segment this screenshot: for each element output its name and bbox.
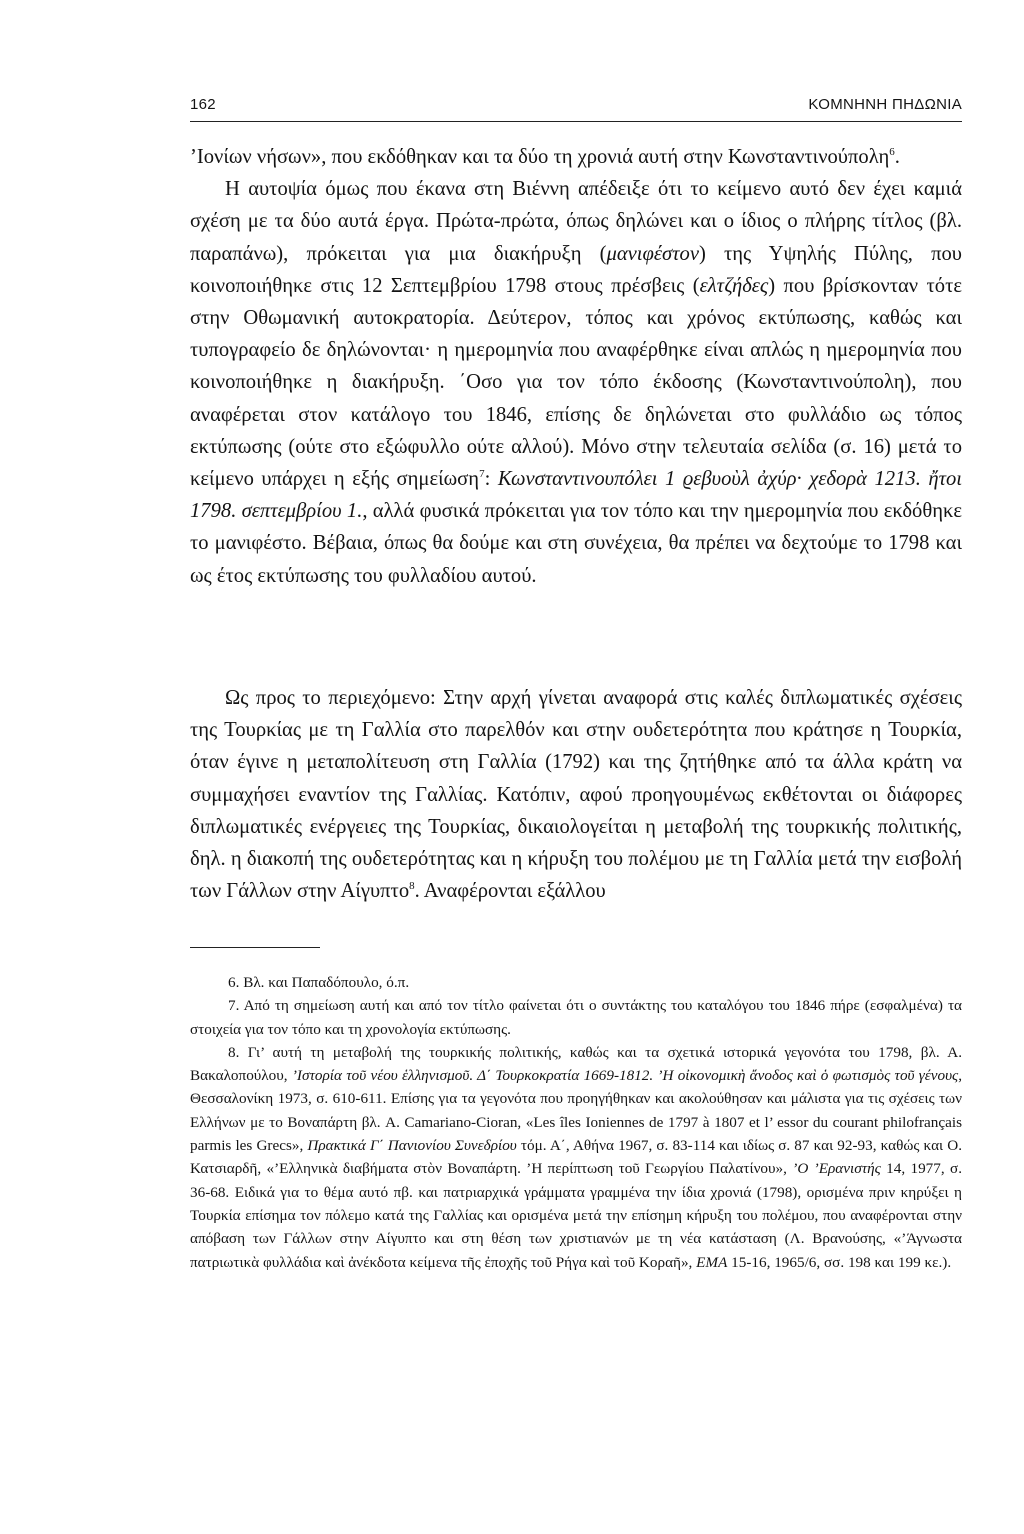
italic-title: Πρακτικά Γ΄ Πανιονίου Συνεδρίου (307, 1137, 517, 1155)
italic-title: ΕΜΑ (696, 1253, 728, 1271)
author-name: ΚΟΜΝΗΝΗ ΠΗΔΩΝΙΑ (808, 96, 962, 113)
italic-title: ’Ιστορία τοῦ νέου ἑλληνισμοῦ. Δ΄ Τουρκοκρατία 1669-1812. ’Η οἰκονομικὴ ἄνοδος καὶ ὁ φωτισμὸς τοῦ γένους (291, 1067, 959, 1085)
text: 8. Γι’ αυτή τη μεταβολή της τουρκικής πολιτικής, καθώς και τα σχετικά ιστορικά γεγονότα του 1798, βλ. Α. Βακαλοπούλου, (190, 1043, 962, 1085)
text: , αλλά φυσικά πρόκειται για τον τόπο και την ημερομηνία που εκδόθηκε το μανιφέστο. Βέβαια, όπως θα δούμε και στη συνέχεια, θα πρέπει να δεχτούμε το 1798 και ως έτος εκτύπωσης του φυλλαδίου αυτού. (190, 500, 962, 587)
paragraph-2 (190, 173, 962, 592)
text: . (894, 146, 900, 168)
footnotes (190, 971, 962, 1274)
text: τόμ. Α΄, Αθήνα 1967, σ. 83-114 και ιδίως σ. 87 και 92-93, καθώς και Ο. Κατσιαρδῆ, «’Ελληνικὰ διαβήματα στὸν Βοναπάρτη. ’Η περίπτωση τοῦ Γεωργίου Παλατίνου», (190, 1137, 962, 1178)
text: 15-16, 1965/6, σσ. 198 και 199 κε.). (727, 1253, 952, 1271)
footnote-ref-6: 6 (889, 146, 895, 158)
text: Ως προς το περιεχόμενο: Στην αρχή γίνεται αναφορά στις καλές διπλωματικές σχέσεις της Τουρκίας με τη Γαλλία στο παρελθόν και στην ουδετερότητα που κράτησε η Τουρκία, όταν έγινε η μεταπολίτευση στη Γαλλία (1792) και της ζητήθηκε από τα άλλα κράτη να συμμαχήσει εναντίον της Γαλλίας. Κατόπιν, αφού προηγουμένως εκθέτονται οι διάφορες διπλωματικές ενέργειες της Τουρκίας, δικαιολογείται η μεταβολή της τουρκικής πολιτικής, δηλ. η διακοπή της ουδετερότητας και η κήρυξη του πολέμου με τη Γαλλία μετά την εισβολή των Γάλλων στην Αίγυπτο (190, 687, 962, 903)
text: . Αναφέρονται εξάλλου (414, 880, 606, 903)
footnote-8 (190, 1041, 962, 1274)
footnote-ref-7: 7 (479, 468, 485, 481)
paragraph-1 (190, 141, 962, 173)
text: : (484, 468, 498, 491)
italic-term: ελτζήδες (699, 274, 769, 297)
text: 14, 1977, σ. 36-68. Ειδικά για το θέμα αυτό πβ. και πατριαρχικά γράμματα γραμμένα την ίδια χρονιά (1798), ορισμένα πριν κηρύξει η Τουρκία επίσημα τον πόλεμο κατά της Γαλλίας και ορισμένα μετά την επίσημη κήρυξη του πολέμου, που αναφέρονται στην απόβαση των Γάλλων στην Αίγυπτο και στη θέση των χριστιανών με τη νέα κατάσταση (Λ. Βρανούσης, «’Άγνωστα πατριωτικὰ φυλλάδια καὶ ἀνέκδοτα κείμενα τῆς ἐποχῆς τοῦ Ρήγα καὶ τοῦ Κοραῆ», (190, 1160, 962, 1271)
footnote-ref-8: 8 (409, 880, 415, 893)
italic-quote: Κωνσταντινουπόλει 1 ϱεβυοὺλ ἀχύρ· χεδορὰ 1213. ἤτοι 1798. σεπτεμβρίου 1. (190, 468, 962, 523)
paragraph-3 (190, 682, 962, 907)
footnote-6: 6. Βλ. και Παπαδόπουλο, ό.π. (228, 974, 410, 991)
footnote-7: 7. Από τη σημείωση αυτή και από τον τίτλο φαίνεται ότι ο συντάκτης του καταλόγου του 1846 πήρε (εσφαλμένα) τα στοιχεία για τον τόπο και τη χρονολογία εκτύπωσης. (190, 997, 962, 1038)
text: ) της Υψηλής Πύλης, που κοινοποιήθηκε στις 12 Σεπτεμβρίου 1798 στους πρέσβεις ( (190, 242, 962, 297)
text: Η αυτοψία όμως που έκανα στη Βιέννη απέδειξε ότι το κείμενο αυτό δεν έχει καμιά σχέση με τα δύο αυτά έργα. Πρώτα-πρώτα, όπως δηλώνει και ο ίδιος ο πλήρης τίτλος (βλ. παραπάνω), πρόκειται για μια διακήρυξη ( (190, 178, 962, 265)
italic-term: μανιφέστον (606, 242, 699, 265)
footnote-rule (190, 947, 320, 948)
running-header (190, 96, 962, 113)
italic-title: ’Ο ’Ερανιστής (792, 1160, 881, 1178)
page-number: 162 (190, 96, 216, 113)
body-text-lower (190, 682, 962, 907)
header-rule (190, 121, 962, 122)
text: ) που βρίσκονταν τότε στην Οθωμανική αυτοκρατορία. Δεύτερον, τόπος και χρόνος εκτύπωσης, καθώς και τυπογραφείο δε δηλώνονται· η ημερομηνία που αναφέρθηκε είναι απλώς η ημερομηνία που κοινοποιήθηκε η διακήρυξη. ΄Οσο για τον τόπο έκδοσης (Κωνσταντινούπολη), που αναφέρεται στον κατάλογο του 1846, επίσης δε δηλώνεται στο φυλλάδιο ως τόπος εκτύπωσης (ούτε στο εξώφυλλο ούτε αλλού). Μόνο στην τελευταία σελίδα (σ. 16) μετά το κείμενο υπάρχει η εξής σημείωση (190, 274, 962, 491)
text: , Θεσσαλονίκη 1973, σ. 610-611. Επίσης για τα γεγονότα που προηγήθηκαν και ακολούθησαν και μάλιστα για τις σχέσεις των Ελλήνων με το Βοναπάρτη βλ. A. Camariano-Cioran, «Les îles Ioniennes de 1797 à 1807 et l’ essor du courant philofrançais parmis les Grecs», (190, 1067, 963, 1155)
text: ’Ιονίων νήσων», που εκδόθηκαν και τα δύο τη χρονιά αυτή στην Κωνσταντινούπολη (190, 146, 890, 168)
body-text-upper (190, 141, 962, 592)
